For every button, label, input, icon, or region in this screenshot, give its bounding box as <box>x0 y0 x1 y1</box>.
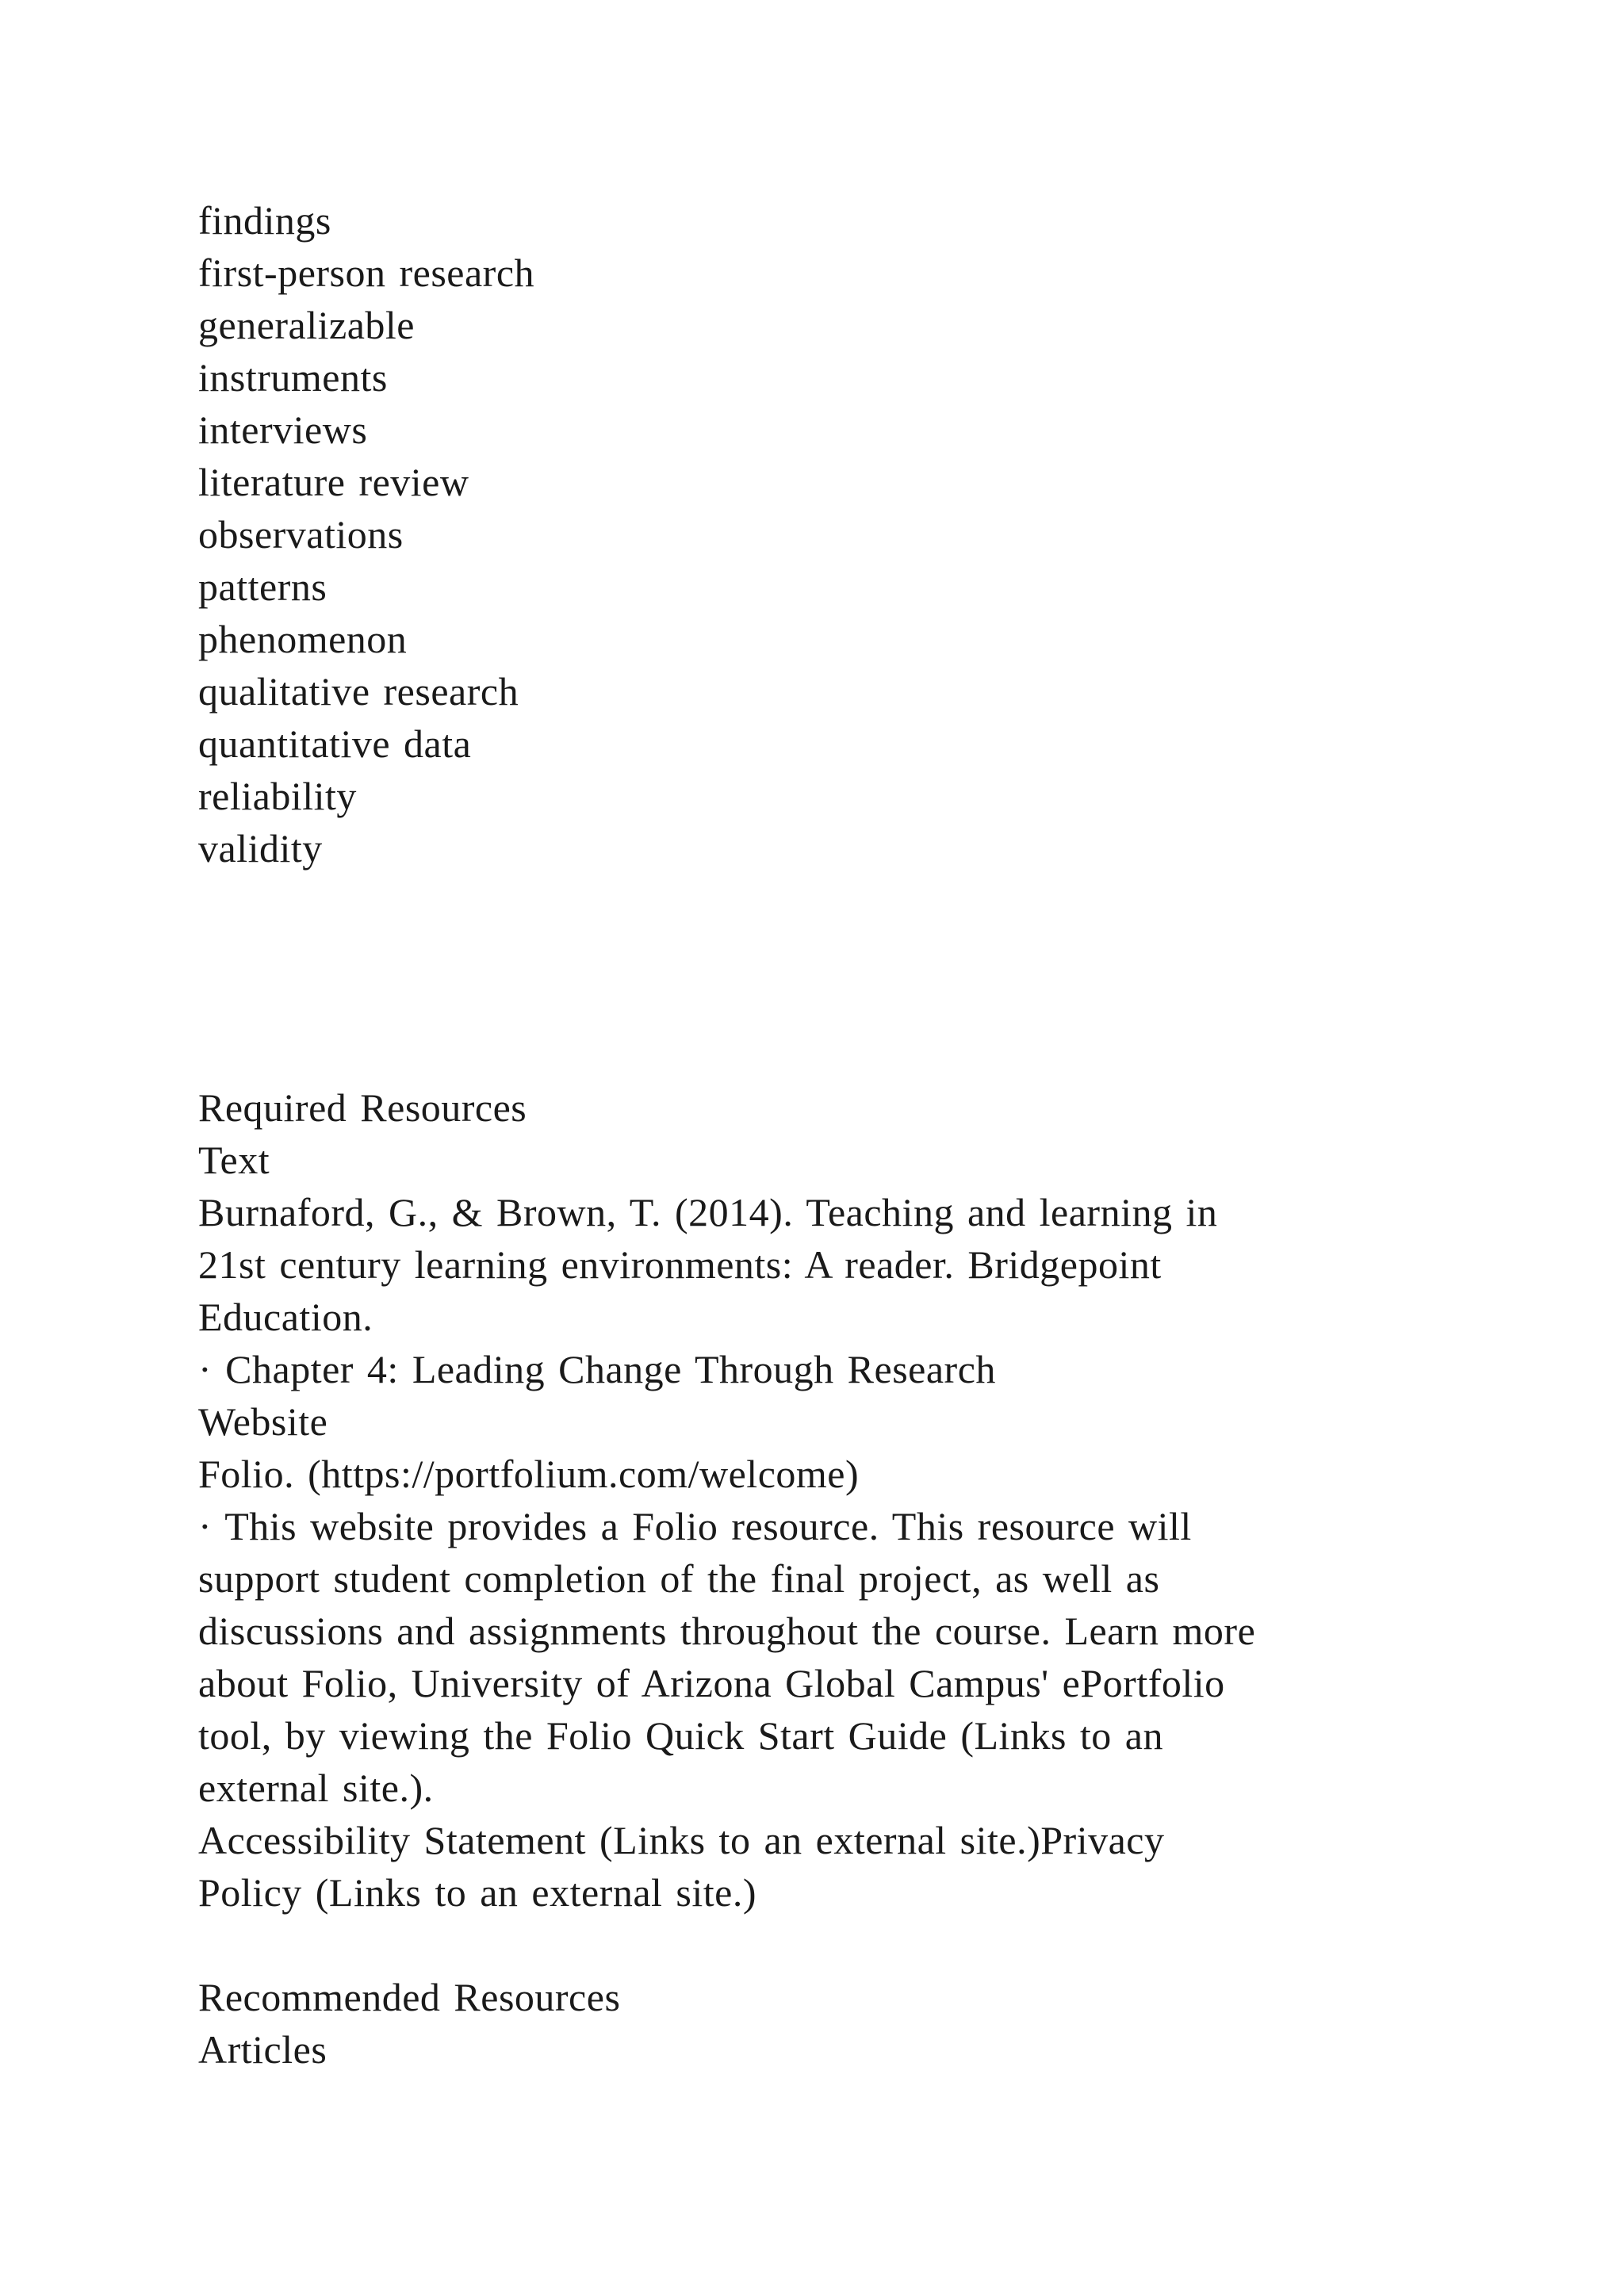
footer-links-line: Accessibility Statement (Links to an external site.)Privacy <box>198 1818 1165 1862</box>
required-resources-section <box>198 1081 1467 1919</box>
website-label: Website <box>198 1399 328 1444</box>
required-resources-heading: Required Resources <box>198 1085 527 1130</box>
recommended-resources-section <box>198 1971 1467 2076</box>
footer-links-line: Policy (Links to an external site.) <box>198 1870 757 1915</box>
website-description-line: discussions and assignments throughout the course. Learn more <box>198 1609 1256 1653</box>
chapter-item: · Chapter 4: Leading Change Through Research <box>198 1347 996 1391</box>
website-description-line: tool, by viewing the Folio Quick Start Guide (Links to an <box>198 1713 1163 1758</box>
term-item: qualitative research <box>198 669 519 714</box>
articles-label: Articles <box>198 2027 327 2072</box>
citation-line: 21st century learning environments: A reader. Bridgepoint <box>198 1242 1162 1287</box>
term-item: generalizable <box>198 303 415 347</box>
term-item: literature review <box>198 460 469 504</box>
term-item: phenomenon <box>198 617 408 661</box>
term-item: patterns <box>198 564 327 609</box>
website-link: Folio. (https://portfolium.com/welcome) <box>198 1452 860 1496</box>
term-item: observations <box>198 512 404 557</box>
term-item: findings <box>198 198 331 243</box>
key-terms-list <box>198 194 1467 874</box>
text-label: Text <box>198 1138 270 1182</box>
term-item: reliability <box>198 774 357 818</box>
website-description-line: support student completion of the final project, as well as <box>198 1556 1160 1601</box>
citation-line: Burnaford, G., & Brown, T. (2014). Teaching and learning in <box>198 1190 1218 1234</box>
term-item: instruments <box>198 355 388 400</box>
term-item: interviews <box>198 408 368 452</box>
term-item: quantitative data <box>198 721 472 766</box>
term-item: validity <box>198 826 323 871</box>
website-description-line: external site.). <box>198 1766 434 1810</box>
website-description-line: about Folio, University of Arizona Global Campus' ePortfolio <box>198 1661 1225 1705</box>
citation-line: Education. <box>198 1295 373 1339</box>
recommended-resources-heading: Recommended Resources <box>198 1975 621 2019</box>
website-description-line: · This website provides a Folio resource. This resource will <box>198 1504 1192 1548</box>
term-item: first-person research <box>198 251 535 295</box>
